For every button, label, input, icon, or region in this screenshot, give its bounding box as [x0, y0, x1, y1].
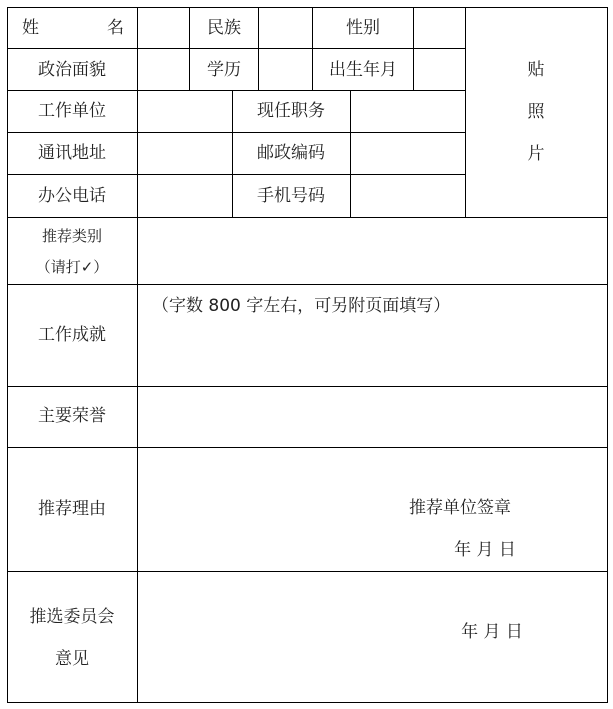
grid-line: [137, 7, 138, 702]
work-unit-label: 工作单位: [38, 101, 106, 121]
grid-line: [7, 7, 608, 8]
committee-date: 年 月 日: [461, 622, 523, 642]
grid-line: [7, 571, 608, 572]
photo-label: 照: [527, 102, 545, 122]
grid-line: [7, 48, 465, 49]
grid-line: [7, 132, 465, 133]
recommender-seal: 推荐单位签章: [409, 498, 511, 518]
grid-line: [350, 90, 351, 217]
education-label: 学历: [207, 60, 241, 80]
name-label: 姓: [22, 18, 39, 38]
grid-line: [465, 7, 466, 217]
category-label: 推荐类别: [41, 227, 103, 245]
grid-line: [7, 447, 608, 448]
grid-line: [7, 386, 608, 387]
achievements-note: （字数 800 字左右，可另附页面填写）: [152, 296, 451, 316]
grid-line: [232, 90, 233, 217]
position-label: 现任职务: [257, 101, 325, 121]
grid-line: [7, 284, 608, 285]
gender-label: 性别: [346, 18, 380, 38]
mobile-label: 手机号码: [257, 186, 325, 206]
grid-line: [7, 174, 465, 175]
grid-line: [607, 7, 608, 702]
postcode-label: 邮政编码: [257, 143, 325, 163]
photo-label: 片: [527, 144, 545, 164]
photo-label: 贴: [527, 60, 545, 80]
committee-label: 意见: [55, 649, 89, 669]
grid-line: [7, 217, 608, 218]
grid-line: [312, 7, 313, 90]
reason-label: 推荐理由: [38, 499, 106, 519]
address-label: 通讯地址: [38, 143, 106, 163]
grid-line: [258, 7, 259, 90]
ethnicity-label: 民族: [207, 18, 241, 38]
name-label: 名: [107, 18, 124, 38]
achievements-label: 工作成就: [38, 325, 106, 345]
committee-label: 推选委员会: [29, 607, 115, 627]
birth-label: 出生年月: [329, 60, 397, 80]
grid-line: [7, 7, 8, 702]
grid-line: [189, 7, 190, 90]
grid-line: [7, 90, 465, 91]
reason-date: 年 月 日: [454, 540, 516, 560]
grid-line: [413, 7, 414, 90]
category-hint: （请打✓）: [35, 258, 109, 276]
politics-label: 政治面貌: [38, 60, 106, 80]
honors-label: 主要荣誉: [38, 406, 106, 426]
office-phone-label: 办公电话: [38, 186, 106, 206]
grid-line: [7, 702, 608, 703]
